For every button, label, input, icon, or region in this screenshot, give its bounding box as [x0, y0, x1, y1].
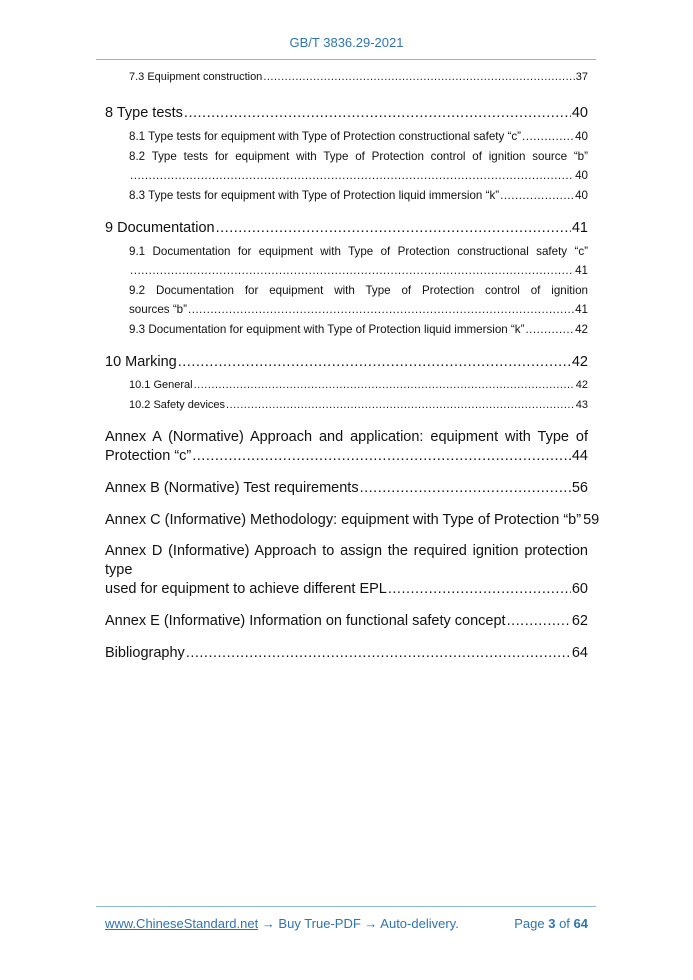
website-link[interactable]: www.ChineseStandard.net	[105, 916, 259, 931]
toc-entry-title-cont: sources “b”	[129, 303, 187, 316]
toc-entry-10-2[interactable]	[105, 396, 588, 415]
page-indicator	[514, 916, 588, 931]
document-code: GB/T 3836.29-2021	[289, 35, 404, 50]
toc-entry-page: 62	[571, 613, 588, 629]
leader-dots	[194, 376, 575, 395]
leader-dots	[263, 68, 574, 87]
toc-entry-annex-a[interactable]	[105, 428, 588, 466]
toc-entry-title: 10 Marking	[105, 354, 177, 370]
leader-dots	[500, 186, 574, 205]
page-footer	[105, 916, 588, 931]
toc-entry-title: 8.3 Type tests for equipment with Type of Protection liquid immersion “k”	[129, 189, 500, 202]
toc-entry-leader-row	[129, 261, 588, 280]
leader-dots	[360, 478, 571, 498]
footer-divider	[96, 906, 596, 907]
toc-entry-8-2[interactable]	[105, 147, 588, 185]
toc-entry-page: 42	[571, 354, 588, 370]
toc-entry-leader-row	[129, 300, 588, 319]
toc-entry-page: 37	[575, 71, 588, 83]
page-current: 3	[548, 916, 556, 931]
toc-entry-title-cont: Protection “c”	[105, 448, 192, 464]
toc-entry-title-cont: used for equipment to achieve different EPL	[105, 581, 387, 597]
toc-entry-8-1[interactable]	[105, 127, 588, 146]
toc-entry-annex-e[interactable]	[105, 611, 588, 631]
toc-entry-page: 40	[575, 130, 588, 143]
toc-entry-8-3[interactable]	[105, 186, 588, 205]
toc-entry-title: 8.1 Type tests for equipment with Type of Protection constructional safety “c”	[129, 130, 522, 143]
toc-entry-page: 64	[571, 645, 588, 661]
toc-entry-title: 9.2 Documentation for equipment with Type of Protection control of ignition	[129, 284, 588, 297]
toc-entry-page: 42	[575, 323, 588, 336]
toc-entry-page: 41	[571, 220, 588, 236]
toc-entry-page: 41	[575, 264, 588, 277]
toc-entry-page: 44	[571, 448, 588, 464]
leader-dots	[186, 643, 571, 663]
toc-entry-leader-row	[129, 166, 588, 185]
toc-entry-title: Bibliography	[105, 645, 185, 661]
toc-entry-title: 8 Type tests	[105, 105, 183, 121]
toc-entry-title: Annex D (Informative) Approach to assign the required ignition protection type	[105, 543, 588, 578]
toc-entry-title: 9 Documentation	[105, 220, 215, 236]
toc-entry-9-2[interactable]	[105, 281, 588, 319]
toc-entry-page: 43	[575, 399, 588, 411]
toc-entry-title: 7.3 Equipment construction	[129, 71, 263, 83]
toc-entry-title: 10.2 Safety devices	[129, 399, 226, 411]
leader-dots	[130, 261, 574, 280]
toc-entry-7-3[interactable]	[105, 68, 588, 87]
page-of: of	[559, 916, 570, 931]
toc-entry-8[interactable]	[105, 103, 588, 123]
leader-dots	[184, 103, 571, 123]
table-of-contents	[105, 68, 600, 663]
toc-entry-page: 59	[583, 512, 600, 528]
toc-entry-page: 40	[575, 189, 588, 202]
toc-entry-annex-c[interactable]	[105, 510, 600, 530]
leader-dots	[388, 580, 571, 599]
leader-dots	[178, 352, 571, 372]
footer-tagline: → Buy True-PDF → Auto-delivery.	[258, 916, 459, 931]
leader-dots	[216, 218, 571, 238]
toc-entry-bibliography[interactable]	[105, 643, 588, 663]
toc-entry-10-1[interactable]	[105, 376, 588, 395]
toc-entry-annex-d[interactable]	[105, 542, 588, 599]
toc-entry-title: 8.2 Type tests for equipment with Type of Protection control of ignition source “b”	[129, 150, 588, 163]
toc-entry-page: 42	[575, 379, 588, 391]
leader-dots	[507, 611, 571, 631]
toc-entry-page: 60	[571, 581, 588, 597]
leader-dots	[130, 166, 574, 185]
toc-entry-title: Annex A (Normative) Approach and application: equipment with Type of	[105, 429, 588, 445]
toc-entry-leader-row	[105, 447, 588, 466]
toc-entry-page: 41	[575, 303, 588, 316]
leader-dots	[226, 396, 575, 415]
toc-entry-10[interactable]	[105, 352, 588, 372]
toc-entry-annex-b[interactable]	[105, 478, 588, 498]
leader-dots	[188, 300, 574, 319]
toc-entry-title: 9.3 Documentation for equipment with Type of Protection liquid immersion “k”	[129, 323, 525, 336]
leader-dots	[192, 447, 571, 466]
leader-dots	[522, 127, 574, 146]
toc-entry-title: Annex B (Normative) Test requirements	[105, 480, 359, 496]
footer-promo	[105, 916, 459, 931]
toc-entry-title: 9.1 Documentation for equipment with Type of Protection constructional safety “c”	[129, 245, 588, 258]
toc-entry-page: 40	[575, 169, 588, 182]
toc-entry-title: Annex C (Informative) Methodology: equipment with Type of Protection “b”	[105, 512, 582, 528]
toc-entry-9-1[interactable]	[105, 242, 588, 280]
header-divider	[96, 59, 596, 60]
page-label: Page	[514, 916, 545, 931]
page-total: 64	[573, 916, 588, 931]
toc-entry-page: 56	[571, 480, 588, 496]
toc-entry-page: 40	[571, 105, 588, 121]
toc-entry-title: 10.1 General	[129, 379, 193, 391]
toc-entry-9[interactable]	[105, 218, 588, 238]
toc-entry-leader-row	[105, 580, 588, 599]
toc-entry-title: Annex E (Informative) Information on functional safety concept	[105, 613, 506, 629]
leader-dots	[525, 320, 574, 339]
toc-entry-9-3[interactable]	[105, 320, 588, 339]
